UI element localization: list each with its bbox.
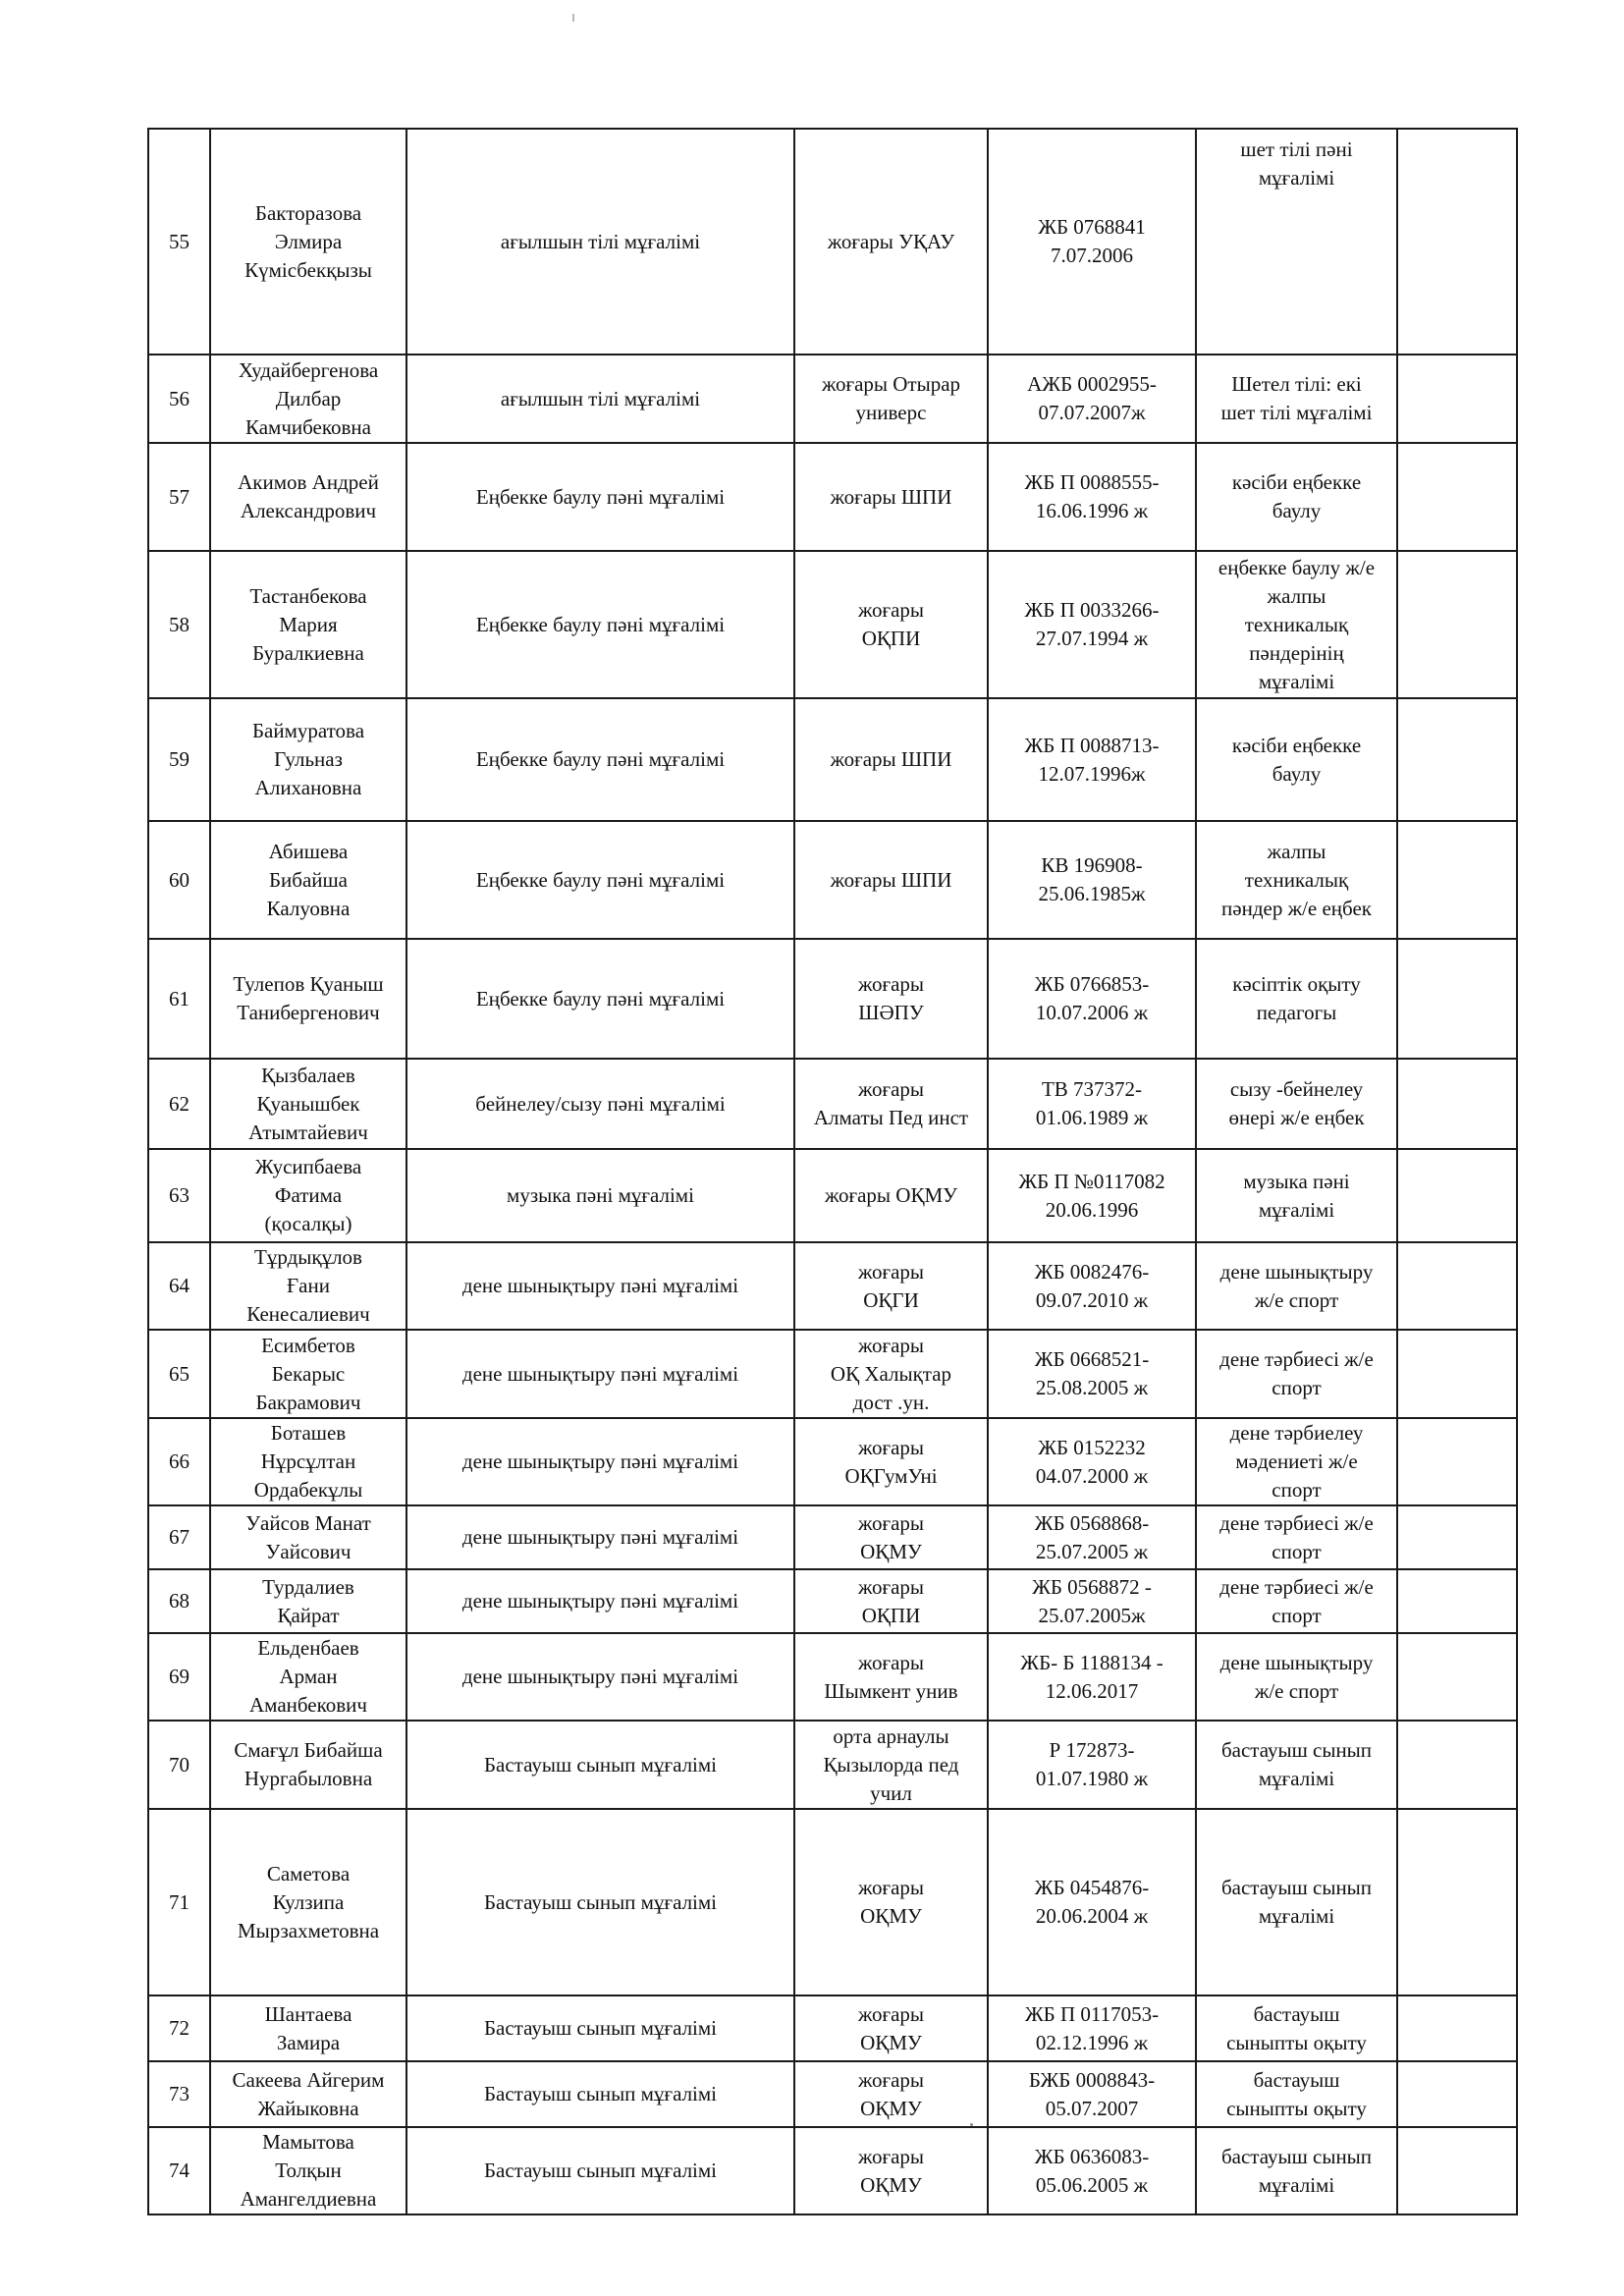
teacher-position: ағылшын тілі мұғалімі <box>406 355 794 443</box>
diploma-number: Р 172873- 01.07.1980 ж <box>988 1721 1196 1809</box>
teacher-name: Мамытова Толқын Амангелдиевна <box>210 2127 406 2214</box>
row-number: 67 <box>148 1505 210 1569</box>
notes-cell <box>1397 2061 1517 2127</box>
diploma-number: ЖБ П 0088555- 16.06.1996 ж <box>988 443 1196 551</box>
staff-table-body <box>148 129 1517 2214</box>
table-row <box>148 939 1517 1059</box>
table-row <box>148 698 1517 821</box>
table-row <box>148 1059 1517 1149</box>
table-row <box>148 1505 1517 1569</box>
row-number: 63 <box>148 1149 210 1242</box>
table-row <box>148 1569 1517 1633</box>
teacher-position: Еңбекке баулу пәні мұғалімі <box>406 551 794 698</box>
diploma-number: ЖБ 0668521- 25.08.2005 ж <box>988 1330 1196 1418</box>
teacher-position: Еңбекке баулу пәні мұғалімі <box>406 443 794 551</box>
diploma-number: АЖБ 0002955- 07.07.2007ж <box>988 355 1196 443</box>
table-row <box>148 2127 1517 2214</box>
teacher-position: дене шынықтыру пәні мұғалімі <box>406 1242 794 1330</box>
scan-artifact <box>572 14 574 22</box>
education-institution: жоғары ОҚПИ <box>794 1569 988 1633</box>
row-number: 61 <box>148 939 210 1059</box>
notes-cell <box>1397 443 1517 551</box>
table-row <box>148 2061 1517 2127</box>
row-number: 59 <box>148 698 210 821</box>
notes-cell <box>1397 1330 1517 1418</box>
teacher-position: дене шынықтыру пәні мұғалімі <box>406 1633 794 1721</box>
specialty-qualification: дене тәрбиесі ж/е спорт <box>1196 1505 1397 1569</box>
teacher-position: Еңбекке баулу пәні мұғалімі <box>406 939 794 1059</box>
table-row <box>148 355 1517 443</box>
notes-cell <box>1397 1633 1517 1721</box>
teacher-position: дене шынықтыру пәні мұғалімі <box>406 1505 794 1569</box>
diploma-number: ЖБ П №0117082 20.06.1996 <box>988 1149 1196 1242</box>
specialty-qualification: бастауыш сынып мұғалімі <box>1196 1809 1397 1995</box>
row-number: 64 <box>148 1242 210 1330</box>
notes-cell <box>1397 1149 1517 1242</box>
diploma-number: ЖБ- Б 1188134 - 12.06.2017 <box>988 1633 1196 1721</box>
education-institution: жоғары ОҚМУ <box>794 2127 988 2214</box>
specialty-qualification: шет тілі пәні мұғалімі <box>1196 129 1397 355</box>
education-institution: жоғары ОҚМУ <box>794 1505 988 1569</box>
teacher-name: Қызбалаев Қуанышбек Атымтайевич <box>210 1059 406 1149</box>
row-number: 71 <box>148 1809 210 1995</box>
table-row <box>148 821 1517 939</box>
table-row <box>148 1149 1517 1242</box>
education-institution: жоғары Алматы Пед инст <box>794 1059 988 1149</box>
teacher-position: Бастауыш сынып мұғалімі <box>406 1721 794 1809</box>
diploma-number: ТВ 737372- 01.06.1989 ж <box>988 1059 1196 1149</box>
teacher-name: Тастанбекова Мария Буралкиевна <box>210 551 406 698</box>
teacher-name: Саметова Кулзипа Мырзахметовна <box>210 1809 406 1995</box>
teacher-name: Уайсов Манат Уайсович <box>210 1505 406 1569</box>
row-number: 68 <box>148 1569 210 1633</box>
specialty-qualification: дене шынықтыру ж/е спорт <box>1196 1633 1397 1721</box>
teacher-position: Еңбекке баулу пәні мұғалімі <box>406 698 794 821</box>
row-number: 73 <box>148 2061 210 2127</box>
table-row <box>148 1721 1517 1809</box>
specialty-qualification: Шетел тілі: екі шет тілі мұғалімі <box>1196 355 1397 443</box>
row-number: 57 <box>148 443 210 551</box>
education-institution: орта арнаулы Қызылорда пед учил <box>794 1721 988 1809</box>
education-institution: жоғары ОҚМУ <box>794 2061 988 2127</box>
diploma-number: ЖБ 0152232 04.07.2000 ж <box>988 1418 1196 1505</box>
specialty-qualification: еңбекке баулу ж/е жалпы техникалық пәндерінің мұғалімі <box>1196 551 1397 698</box>
teacher-name: Абишева Бибайша Калуовна <box>210 821 406 939</box>
education-institution: жоғары Отырар универс <box>794 355 988 443</box>
specialty-qualification: дене тәрбиелеу мәдениеті ж/е спорт <box>1196 1418 1397 1505</box>
row-number: 58 <box>148 551 210 698</box>
education-institution: жоғары ОҚМУ <box>794 1809 988 1995</box>
education-institution: жоғары ОҚГумУні <box>794 1418 988 1505</box>
teacher-position: Бастауыш сынып мұғалімі <box>406 2127 794 2214</box>
notes-cell <box>1397 698 1517 821</box>
teacher-name: Смағұл Бибайша Нургабыловна <box>210 1721 406 1809</box>
table-row <box>148 443 1517 551</box>
table-row <box>148 1995 1517 2061</box>
diploma-number: ЖБ П 0117053- 02.12.1996 ж <box>988 1995 1196 2061</box>
notes-cell <box>1397 939 1517 1059</box>
teacher-position: Бастауыш сынып мұғалімі <box>406 1995 794 2061</box>
table-row <box>148 1809 1517 1995</box>
education-institution: жоғары ОҚМУ <box>794 1149 988 1242</box>
education-institution: жоғары ОҚМУ <box>794 1995 988 2061</box>
teacher-name: Шантаева Замира <box>210 1995 406 2061</box>
teacher-name: Тұрдықұлов Ғани Кенесалиевич <box>210 1242 406 1330</box>
diploma-number: ЖБ 0766853- 10.07.2006 ж <box>988 939 1196 1059</box>
teacher-name: Акимов Андрей Александрович <box>210 443 406 551</box>
specialty-qualification: дене тәрбиесі ж/е спорт <box>1196 1330 1397 1418</box>
table-row <box>148 129 1517 355</box>
diploma-number: БЖБ 0008843- 05.07.2007 <box>988 2061 1196 2127</box>
diploma-number: ЖБ П 0088713- 12.07.1996ж <box>988 698 1196 821</box>
teacher-name: Турдалиев Қайрат <box>210 1569 406 1633</box>
notes-cell <box>1397 1721 1517 1809</box>
notes-cell <box>1397 1059 1517 1149</box>
specialty-qualification: дене шынықтыру ж/е спорт <box>1196 1242 1397 1330</box>
row-number: 70 <box>148 1721 210 1809</box>
row-number: 62 <box>148 1059 210 1149</box>
education-institution: жоғары ОҚ Халықтар дост .ун. <box>794 1330 988 1418</box>
specialty-qualification: бастауыш сынып мұғалімі <box>1196 1721 1397 1809</box>
diploma-number: КВ 196908- 25.06.1985ж <box>988 821 1196 939</box>
table-row <box>148 1330 1517 1418</box>
teacher-position: дене шынықтыру пәні мұғалімі <box>406 1418 794 1505</box>
education-institution: жоғары УҚАУ <box>794 129 988 355</box>
staff-table <box>147 128 1518 2215</box>
teacher-name: Есимбетов Бекарыс Бакрамович <box>210 1330 406 1418</box>
notes-cell <box>1397 1569 1517 1633</box>
teacher-position: Бастауыш сынып мұғалімі <box>406 1809 794 1995</box>
diploma-number: ЖБ 0082476- 09.07.2010 ж <box>988 1242 1196 1330</box>
specialty-qualification: кәсіби еңбекке баулу <box>1196 698 1397 821</box>
teacher-position: дене шынықтыру пәні мұғалімі <box>406 1569 794 1633</box>
specialty-qualification: сызу -бейнелеу өнері ж/е еңбек <box>1196 1059 1397 1149</box>
table-row <box>148 1633 1517 1721</box>
notes-cell <box>1397 1995 1517 2061</box>
diploma-number: ЖБ 0568872 - 25.07.2005ж <box>988 1569 1196 1633</box>
education-institution: жоғары ШПИ <box>794 698 988 821</box>
education-institution: жоғары Шымкент унив <box>794 1633 988 1721</box>
notes-cell <box>1397 1809 1517 1995</box>
notes-cell <box>1397 355 1517 443</box>
education-institution: жоғары ОҚПИ <box>794 551 988 698</box>
notes-cell <box>1397 2127 1517 2214</box>
education-institution: жоғары ОҚГИ <box>794 1242 988 1330</box>
teacher-name: Худайбергенова Дилбар Камчибековна <box>210 355 406 443</box>
specialty-qualification: музыка пәні мұғалімі <box>1196 1149 1397 1242</box>
education-institution: жоғары ШПИ <box>794 443 988 551</box>
diploma-number: ЖБ 0568868- 25.07.2005 ж <box>988 1505 1196 1569</box>
row-number: 65 <box>148 1330 210 1418</box>
teacher-position: дене шынықтыру пәні мұғалімі <box>406 1330 794 1418</box>
teacher-position: Бастауыш сынып мұғалімі <box>406 2061 794 2127</box>
row-number: 66 <box>148 1418 210 1505</box>
teacher-name: Тулепов Қуаныш Танибергенович <box>210 939 406 1059</box>
diploma-number: ЖБ П 0033266- 27.07.1994 ж <box>988 551 1196 698</box>
row-number: 69 <box>148 1633 210 1721</box>
teacher-position: музыка пәні мұғалімі <box>406 1149 794 1242</box>
notes-cell <box>1397 821 1517 939</box>
table-row <box>148 1418 1517 1505</box>
teacher-name: Баймуратова Гульназ Алихановна <box>210 698 406 821</box>
row-number: 60 <box>148 821 210 939</box>
education-institution: жоғары ШӘПУ <box>794 939 988 1059</box>
notes-cell <box>1397 1505 1517 1569</box>
specialty-qualification: жалпы техникалық пәндер ж/е еңбек <box>1196 821 1397 939</box>
table-row <box>148 551 1517 698</box>
diploma-number: ЖБ 0454876- 20.06.2004 ж <box>988 1809 1196 1995</box>
specialty-qualification: кәсіптік оқыту педагогы <box>1196 939 1397 1059</box>
notes-cell <box>1397 1242 1517 1330</box>
specialty-qualification: бастауыш сыныпты оқыту <box>1196 2061 1397 2127</box>
teacher-name: Жусипбаева Фатима (қосалқы) <box>210 1149 406 1242</box>
education-institution: жоғары ШПИ <box>794 821 988 939</box>
table-row <box>148 1242 1517 1330</box>
row-number: 55 <box>148 129 210 355</box>
teacher-position: ағылшын тілі мұғалімі <box>406 129 794 355</box>
specialty-qualification: бастауыш сыныпты оқыту <box>1196 1995 1397 2061</box>
notes-cell <box>1397 1418 1517 1505</box>
diploma-number: ЖБ 0768841 7.07.2006 <box>988 129 1196 355</box>
teacher-name: Боташев Нұрсұлтан Ордабекұлы <box>210 1418 406 1505</box>
specialty-qualification: кәсіби еңбекке баулу <box>1196 443 1397 551</box>
specialty-qualification: бастауыш сынып мұғалімі <box>1196 2127 1397 2214</box>
teacher-position: Еңбекке баулу пәні мұғалімі <box>406 821 794 939</box>
diploma-number: ЖБ 0636083- 05.06.2005 ж <box>988 2127 1196 2214</box>
row-number: 74 <box>148 2127 210 2214</box>
teacher-name: Бакторазова Элмира Күмісбекқызы <box>210 129 406 355</box>
row-number: 72 <box>148 1995 210 2061</box>
notes-cell <box>1397 551 1517 698</box>
teacher-position: бейнелеу/сызу пәні мұғалімі <box>406 1059 794 1149</box>
notes-cell <box>1397 129 1517 355</box>
teacher-name: Сакеева Айгерим Жайыковна <box>210 2061 406 2127</box>
specialty-qualification: дене тәрбиесі ж/е спорт <box>1196 1569 1397 1633</box>
row-number: 56 <box>148 355 210 443</box>
teacher-name: Ельденбаев Арман Аманбекович <box>210 1633 406 1721</box>
scan-speck <box>970 2123 973 2126</box>
